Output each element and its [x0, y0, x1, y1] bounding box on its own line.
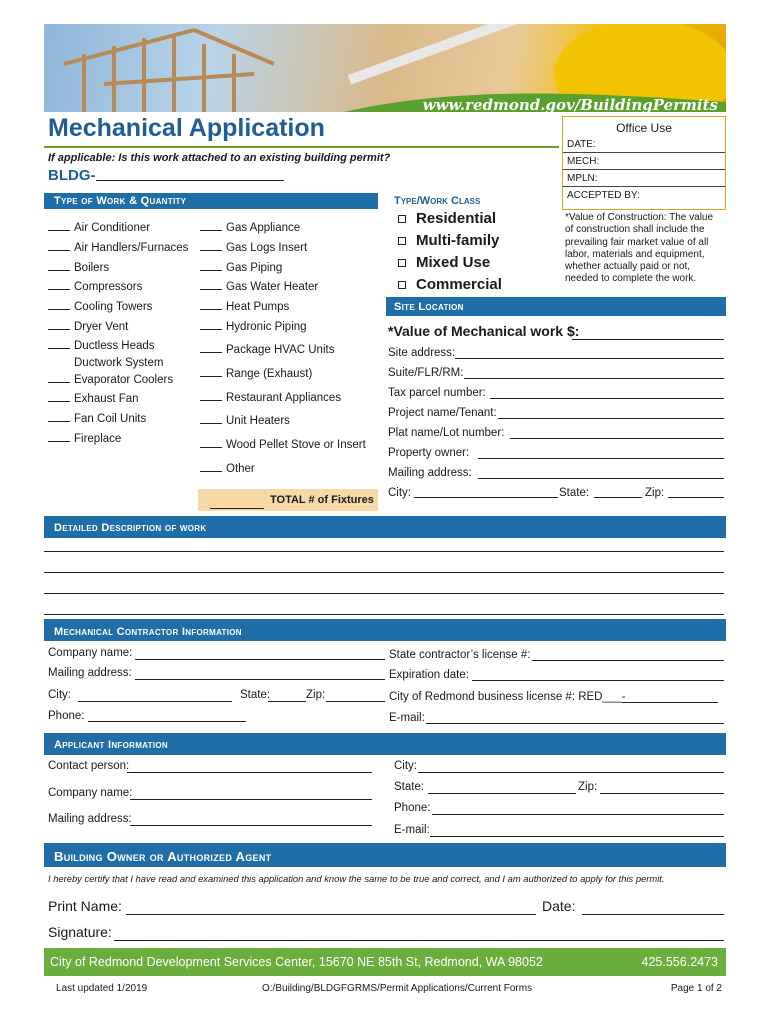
checkbox-icon[interactable] — [398, 259, 406, 267]
checkbox-icon[interactable] — [398, 281, 406, 289]
site-address-input[interactable] — [455, 358, 724, 359]
contractor-city-input[interactable] — [78, 701, 232, 702]
property-owner-label: Property owner: — [388, 447, 470, 459]
site-zip-input[interactable] — [668, 497, 724, 498]
work-item-fireplace[interactable] — [48, 432, 121, 445]
class-label: Residential — [416, 210, 497, 227]
work-item-gas-logs[interactable] — [200, 241, 307, 254]
work-item-other[interactable] — [200, 462, 255, 475]
class-residential[interactable] — [398, 210, 496, 227]
work-item-label: Fan Coil Units — [74, 413, 147, 425]
applicant-phone-label: Phone: — [394, 802, 431, 814]
applicant-contact-input[interactable] — [127, 772, 372, 773]
signature-label: Signature: — [48, 924, 112, 940]
applicant-phone-input[interactable] — [432, 814, 724, 815]
applicant-mailing-input[interactable] — [130, 825, 372, 826]
work-item-label: Restaurant Appliances — [226, 392, 342, 404]
contractor-email-input[interactable] — [426, 723, 724, 724]
page-number: Page 1 of 2 — [670, 983, 722, 994]
owner-date-label: Date: — [542, 898, 576, 914]
contractor-phone-label: Phone: — [48, 710, 85, 722]
work-class-heading: Type/Work Class — [394, 195, 481, 207]
contractor-company-input[interactable] — [135, 659, 385, 660]
work-item-label: Ductless Heads — [74, 340, 155, 352]
class-label: Multi-family — [416, 232, 500, 249]
applicant-city-input[interactable] — [418, 772, 724, 773]
note-line: of construction shall include the — [565, 224, 705, 236]
work-item-label: Gas Logs Insert — [226, 242, 308, 254]
owner-heading-text: Building Owner or Authorized Agent — [54, 849, 272, 864]
work-item-label: Hydronic Piping — [226, 321, 307, 333]
work-item-hydronic[interactable] — [200, 320, 307, 333]
work-item-gas-appliance[interactable] — [200, 221, 300, 234]
work-item-label: Unit Heaters — [226, 415, 290, 427]
class-commercial[interactable] — [398, 276, 502, 293]
contractor-company-label: Company name: — [48, 647, 133, 659]
office-mpln[interactable]: MPLN: — [563, 171, 725, 187]
print-name-input[interactable] — [126, 914, 536, 915]
work-item-label: Wood Pellet Stove or Insert — [226, 439, 366, 451]
work-item-compressors[interactable] — [48, 280, 142, 293]
file-path: O:/Building/BLDGFGRMS/Permit Applications/Current Forms — [262, 983, 533, 994]
work-item-exhaust-fan[interactable] — [48, 392, 139, 405]
signature-input[interactable] — [114, 940, 724, 941]
work-item-range-exhaust[interactable] — [200, 367, 312, 380]
work-item-label: Gas Appliance — [226, 222, 301, 234]
work-item-label: Fireplace — [74, 433, 122, 445]
work-item-label: Exhaust Fan — [74, 393, 139, 405]
work-item-label: Gas Water Heater — [226, 281, 319, 293]
plat-name-label: Plat name/Lot number: — [388, 427, 505, 439]
contractor-mailing-input[interactable] — [135, 679, 385, 680]
last-updated: Last updated 1/2019 — [56, 983, 148, 994]
applicant-zip-label: Zip: — [578, 781, 598, 793]
site-state-input[interactable] — [594, 497, 642, 498]
value-construction-note — [565, 212, 713, 286]
office-use-box — [562, 116, 726, 210]
note-line: needed to complete the work. — [565, 273, 697, 285]
work-item-air-handlers[interactable] — [48, 241, 188, 254]
property-owner-input[interactable] — [478, 458, 724, 459]
note-line: labor, materials and equipment, — [565, 248, 705, 260]
value-mechanical-label: *Value of Mechanical work $: — [388, 323, 580, 339]
project-name-label: Project name/Tenant: — [388, 407, 497, 419]
work-item-label: Evaporator Coolers — [74, 374, 174, 386]
expiration-input[interactable] — [472, 680, 724, 681]
contractor-state-input[interactable] — [268, 701, 306, 702]
contractor-city-label: City: — [48, 689, 71, 701]
work-quantity-heading-text: Type of Work & Quantity — [54, 195, 187, 207]
certify-statement: I hereby certify that I have read and examined this application and know the same to be true and correct, and I am authorized to apply for this permit. — [48, 873, 665, 884]
description-heading — [44, 516, 726, 538]
description-line[interactable] — [44, 614, 724, 615]
description-heading-text: Detailed Description of work — [54, 522, 207, 534]
work-item-ductless-heads[interactable] — [48, 339, 155, 352]
tax-parcel-label: Tax parcel number: — [388, 387, 486, 399]
contractor-zip-input[interactable] — [326, 701, 385, 702]
total-fixtures-label: TOTAL # of Fixtures — [270, 494, 374, 506]
office-accepted[interactable]: ACCEPTED BY: — [567, 190, 640, 201]
work-item-gas-piping[interactable] — [200, 261, 282, 274]
work-item-dryer-vent[interactable] — [48, 320, 128, 333]
business-license-input[interactable] — [622, 702, 718, 703]
applicant-state-label: State: — [394, 781, 425, 793]
permit-question: If applicable: Is this work attached to an existing building permit? — [48, 152, 391, 164]
owner-date-input[interactable] — [582, 914, 724, 915]
applicant-contact-label: Contact person: — [48, 760, 130, 772]
work-item-heat-pumps[interactable] — [200, 300, 289, 313]
print-name-label: Print Name: — [48, 898, 122, 914]
office-date[interactable]: DATE: — [563, 137, 725, 153]
note-line: whether actually paid or not, — [565, 261, 691, 273]
checkbox-icon[interactable] — [398, 237, 406, 245]
page-title: Mechanical Application — [48, 114, 325, 142]
description-line[interactable] — [44, 593, 724, 594]
contractor-heading-text: Mechanical Contractor Information — [54, 626, 242, 638]
applicant-company-input[interactable] — [130, 799, 372, 800]
title-underline — [44, 146, 559, 148]
note-line: *Value of Construction: The value — [565, 212, 714, 223]
bldg-input[interactable] — [96, 180, 284, 181]
footer-phone: 425.556.2473 — [641, 955, 718, 969]
work-item-ductwork[interactable] — [48, 357, 163, 369]
contractor-zip-label: Zip: — [306, 689, 326, 701]
work-item-fan-coil[interactable] — [48, 412, 146, 425]
contractor-mailing-label: Mailing address: — [48, 667, 132, 679]
note-line: prevailing fair market value of all — [565, 236, 709, 248]
office-use-title: Office Use — [616, 121, 672, 135]
work-item-label: Package HVAC Units — [226, 344, 335, 356]
contractor-email-label: E-mail: — [389, 712, 425, 724]
contractor-state-label: State: — [240, 689, 271, 701]
office-mech[interactable]: MECH: — [563, 154, 725, 170]
class-multi-family[interactable] — [398, 232, 499, 249]
description-line[interactable] — [44, 572, 724, 573]
site-zip-label: Zip: — [645, 487, 665, 499]
tax-parcel-input[interactable] — [490, 398, 724, 399]
suite-label: Suite/FLR/RM: — [388, 367, 464, 379]
applicant-email-input[interactable] — [430, 836, 724, 837]
site-address-label: Site address: — [388, 347, 456, 359]
plat-name-input[interactable] — [510, 438, 724, 439]
value-mechanical-input[interactable] — [572, 339, 724, 340]
work-item-boilers[interactable] — [48, 261, 109, 274]
applicant-mailing-label: Mailing address: — [48, 813, 132, 825]
footer-bar — [44, 948, 726, 976]
site-location-heading — [386, 297, 726, 316]
bldg-label: BLDG- — [48, 167, 96, 184]
work-quantity-heading — [44, 193, 378, 209]
applicant-heading-text: Applicant Information — [54, 739, 168, 751]
work-item-air-conditioner[interactable] — [48, 221, 150, 234]
class-label: Commercial — [416, 276, 502, 293]
site-state-label: State: — [559, 487, 590, 499]
work-item-label: Air Conditioner — [74, 222, 151, 234]
class-mixed-use[interactable] — [398, 254, 490, 271]
project-name-input[interactable] — [498, 418, 724, 419]
mailing-address-label: Mailing address: — [388, 467, 472, 479]
work-item-label: Dryer Vent — [74, 321, 129, 333]
contractor-phone-input[interactable] — [88, 721, 246, 722]
work-item-unit-heaters[interactable] — [200, 414, 290, 427]
total-fixtures-input[interactable] — [210, 508, 264, 509]
work-item-label: Compressors — [74, 281, 143, 293]
owner-heading — [44, 843, 726, 867]
contractor-license-input[interactable] — [532, 660, 724, 661]
work-item-label: Heat Pumps — [226, 301, 290, 313]
suite-input[interactable] — [464, 378, 724, 379]
work-item-label: Other — [226, 463, 255, 475]
applicant-heading — [44, 733, 726, 755]
header-banner — [44, 24, 726, 112]
contractor-license-label: State contractor’s license #: — [389, 649, 531, 661]
work-item-cooling-towers[interactable] — [48, 300, 152, 313]
work-item-evaporator[interactable] — [48, 373, 173, 386]
work-item-wood-pellet[interactable] — [200, 438, 366, 451]
contractor-heading — [44, 619, 726, 641]
work-item-label: Gas Piping — [226, 262, 283, 274]
expiration-label: Expiration date: — [389, 669, 469, 681]
applicant-company-label: Company name: — [48, 787, 133, 799]
mailing-address-input[interactable] — [478, 478, 724, 479]
work-item-restaurant[interactable] — [200, 391, 341, 404]
site-city-input[interactable] — [414, 497, 558, 498]
work-item-package-hvac[interactable] — [200, 343, 334, 356]
applicant-email-label: E-mail: — [394, 824, 430, 836]
applicant-state-input[interactable] — [428, 793, 576, 794]
checkbox-icon[interactable] — [398, 215, 406, 223]
work-item-label: Boilers — [74, 262, 110, 274]
applicant-zip-input[interactable] — [600, 793, 724, 794]
description-line[interactable] — [44, 551, 724, 552]
applicant-city-label: City: — [394, 760, 417, 772]
work-item-label: Air Handlers/Furnaces — [74, 242, 189, 254]
work-item-label: Ductwork System — [74, 357, 164, 369]
business-license-label: City of Redmond business license #: RED___- — [389, 691, 626, 703]
site-city-label: City: — [388, 487, 411, 499]
work-item-label: Range (Exhaust) — [226, 368, 313, 380]
work-item-label: Cooling Towers — [74, 301, 153, 313]
work-item-gas-water-heater[interactable] — [200, 280, 318, 293]
site-location-heading-text: Site Location — [394, 301, 464, 313]
footer-address: City of Redmond Development Services Center, 15670 NE 85th St, Redmond, WA 98052 — [50, 955, 543, 969]
class-label: Mixed Use — [416, 254, 491, 271]
banner-url[interactable]: www.redmond.gov/BuildingPermits — [422, 96, 718, 112]
